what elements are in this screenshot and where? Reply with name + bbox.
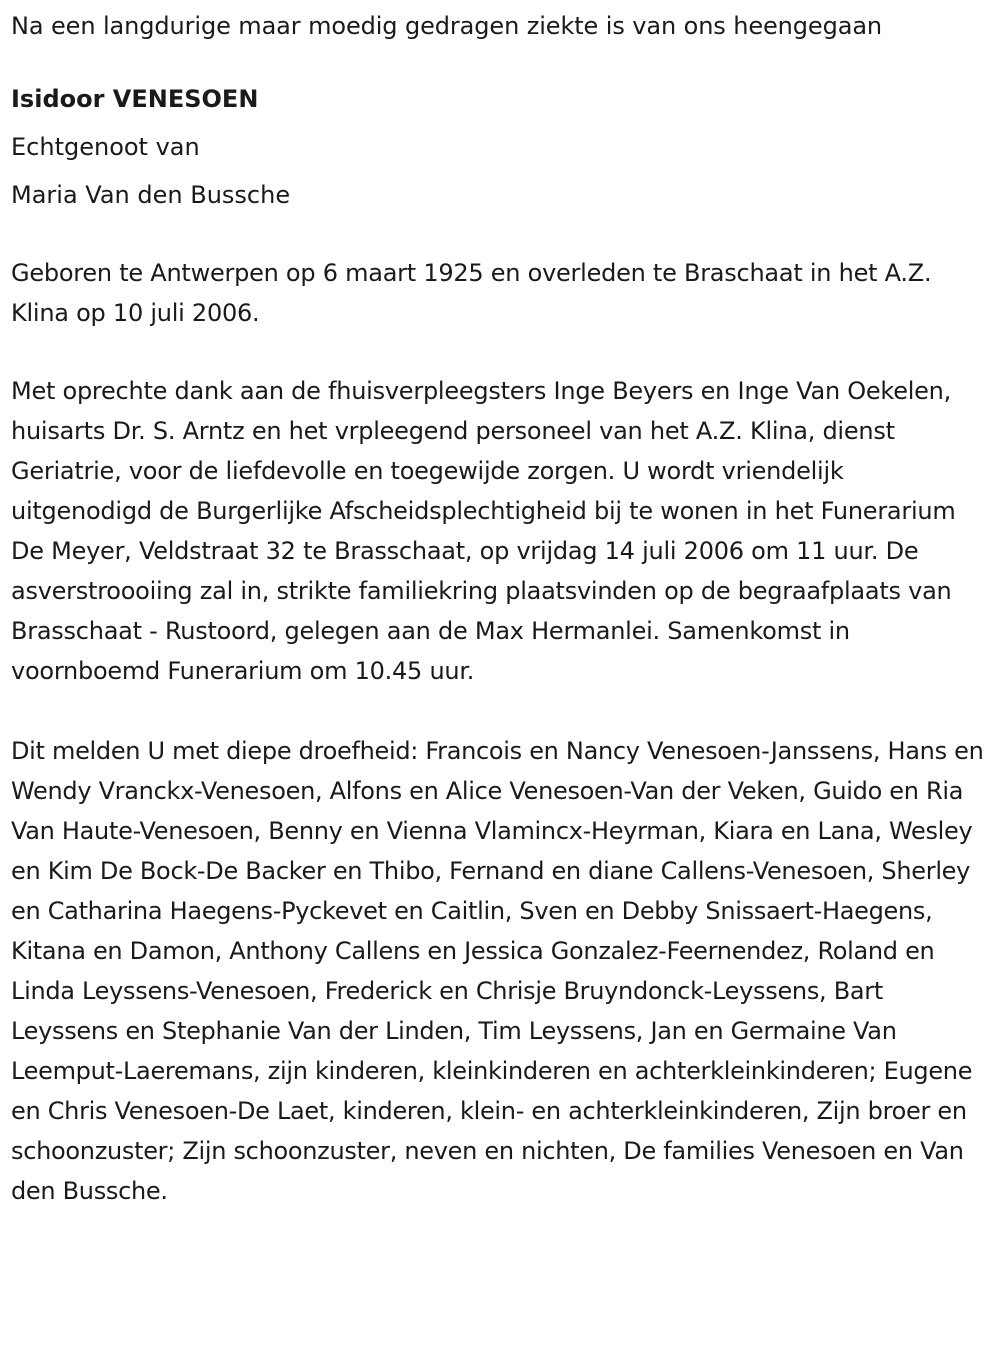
relation-label: Echtgenoot van — [11, 133, 200, 161]
intro-text: Na een langdurige maar moedig gedragen ziekte is van ons heengegaan — [11, 12, 883, 40]
deceased-name: Isidoor VENESOEN — [11, 85, 259, 113]
birth-death-paragraph: Geboren te Antwerpen op 6 maart 1925 en overleden te Braschaat in het A.Z. Klina op 10 juli 2006. — [11, 259, 932, 327]
family-paragraph: Dit melden U met diepe droefheid: Francois en Nancy Venesoen-Janssens, Hans en Wendy Vranckx-Venesoen, Alfons en Alice Venesoen-Van der Veken, Guido en Ria Van Haute-Venesoen, Benny en Vienna Vlamincx-Heyrman, Kiara en Lana, Wesley en Kim De Bock-De Backer en Thibo, Fernand en diane Callens-Venesoen, Sherley en Catharina Haegens-Pyckevet en Caitlin, Sven en Debby Snissaert-Haegens, Kitana en Damon, Anthony Callens en Jessica Gonzalez-Feernendez, Roland en Linda Leyssens-Venesoen, Frederick en Chrisje Bruyndonck-Leyssens, Bart Leyssens en Stephanie Van der Linden, Tim Leyssens, Jan en Germaine Van Leemput-Laeremans, zijn kinderen, kleinkinderen en achterkleinkinderen; Eugene en Chris Venesoen-De Laet, kinderen, klein- en achterkleinkinderen, Zijn broer en schoonzuster; Zijn schoonzuster, neven en nichten, De families Venesoen en Van den Bussche. — [11, 737, 984, 1205]
thanks-ceremony-paragraph: Met oprechte dank aan de fhuisverpleegsters Inge Beyers en Inge Van Oekelen, huisarts Dr. S. Arntz en het vrpleegend personeel van het A.Z. Klina, dienst Geriatrie, voor de liefdevolle en toegewijde zorgen. U wordt vriendelijk uitgenodigd de Burgerlijke Afscheidsplechtigheid bij te wonen in het Funerarium De Meyer, Veldstraat 32 te Brasschaat, op vrijdag 14 juli 2006 om 11 uur. De asverstroooiing zal in, strikte familiekring plaatsvinden op de begraafplaats van Brasschaat - Rustoord, gelegen aan de Max Hermanlei. Samenkomst in voornboemd Funerarium om 10.45 uur. — [11, 377, 956, 685]
spouse-name: Maria Van den Bussche — [11, 181, 291, 209]
